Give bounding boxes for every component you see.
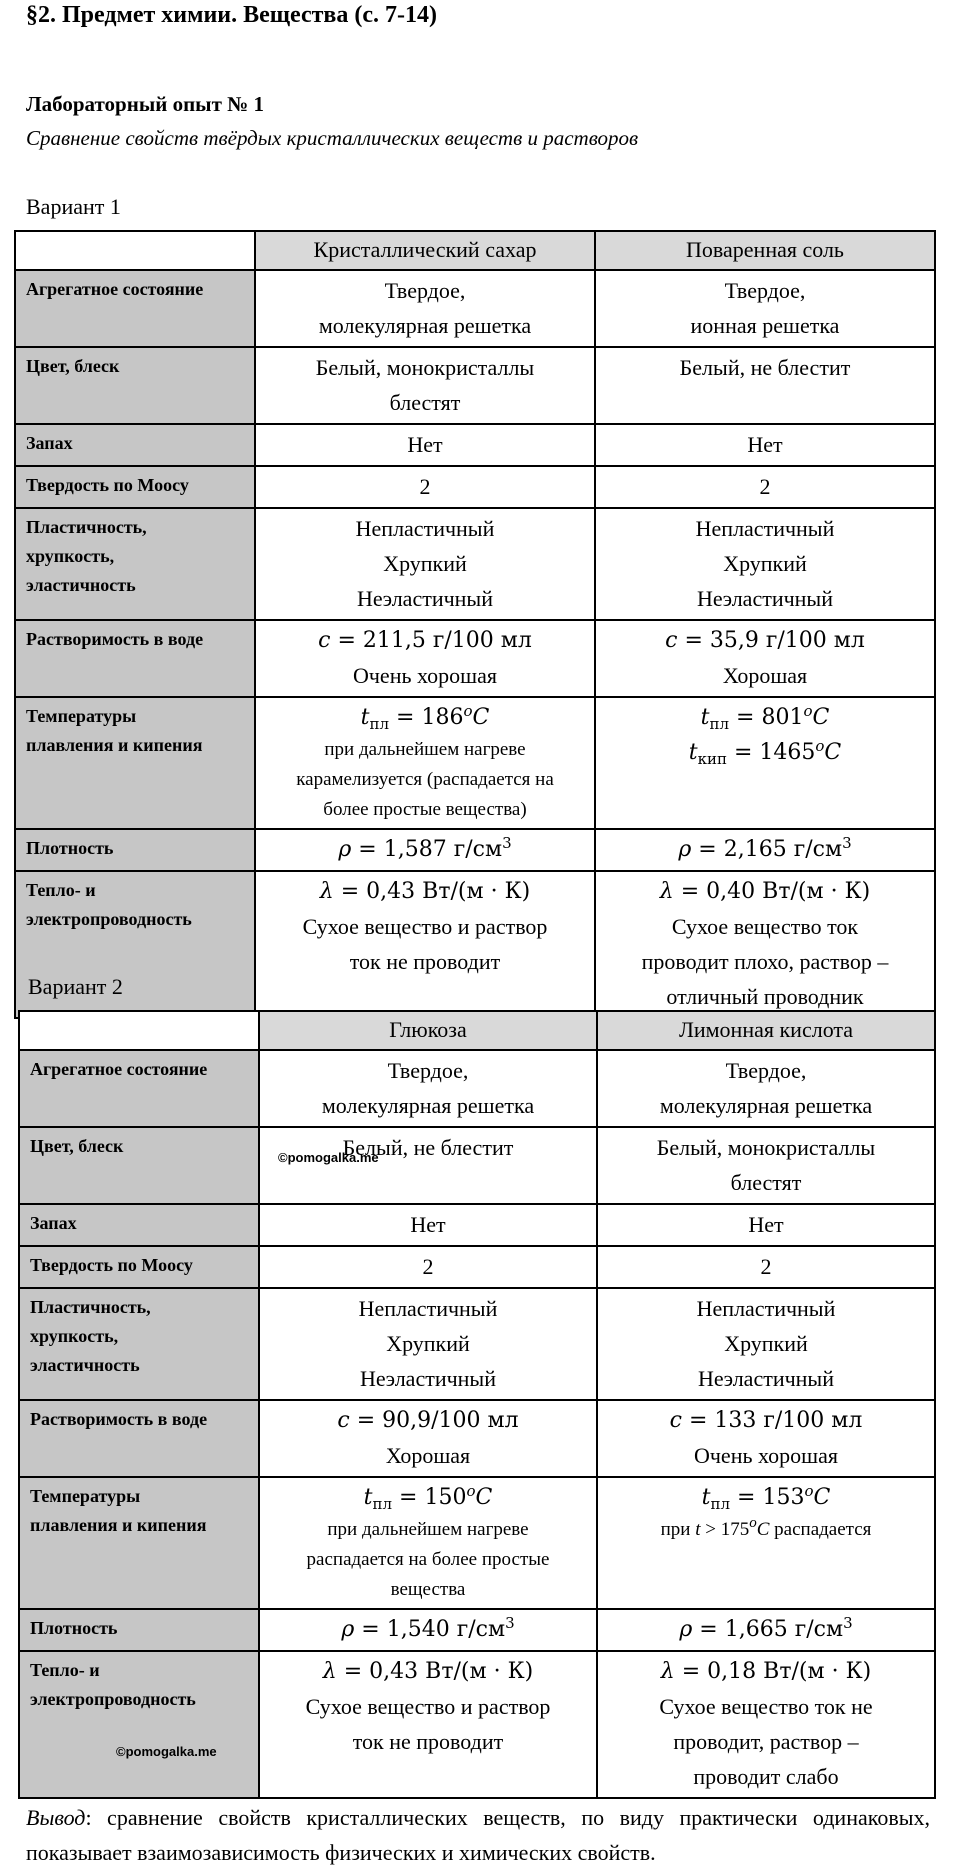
property-label-line: хрупкость, [26, 546, 115, 566]
value-cell [595, 697, 935, 829]
value-line: Хорошая [385, 1443, 471, 1468]
value-line: Твердое, [725, 1058, 807, 1083]
value-line: 2 [422, 1254, 434, 1279]
value-line: Хорошая [722, 663, 808, 688]
property-label: Растворимость в воде [19, 1400, 259, 1477]
property-label-line: Пластичность, [26, 517, 147, 537]
value-line: Белый, не блестит [679, 355, 851, 380]
variant-2-label: Вариант 2 [28, 974, 123, 999]
value-line: молекулярная решетка [321, 1093, 535, 1118]
value-cell [597, 1246, 935, 1288]
value-line: 2 [759, 474, 771, 499]
watermark-1: ©pomogalka.me [278, 1150, 379, 1165]
value-cell [259, 1651, 597, 1798]
value-line: ток не проводит [349, 949, 501, 974]
value-line: c = 211,5 г/100 мл [318, 628, 532, 653]
value-cell [595, 620, 935, 697]
value-cell [597, 1609, 935, 1651]
value-line: блестят [730, 1170, 802, 1195]
value-cell [255, 697, 595, 829]
value-line: проводит слабо [693, 1764, 839, 1789]
value-line: λ = 0,43 Вт/(м · К) [319, 879, 531, 904]
value-cell [595, 871, 935, 1018]
value-line: Очень хорошая [693, 1443, 838, 1468]
value-line: Нет [747, 432, 783, 457]
value-line: Хрупкий [383, 551, 467, 576]
value-line: вещества [390, 1579, 466, 1600]
value-line: ток не проводит [352, 1729, 504, 1754]
table-row-color [15, 347, 935, 424]
value-line: λ = 0,40 Вт/(м · К) [659, 879, 871, 904]
value-cell [595, 424, 935, 466]
value-line: более простые вещества) [323, 799, 527, 820]
value-line: 2 [419, 474, 431, 499]
header-corner-cell [19, 1011, 259, 1050]
property-label-line: хрупкость, [30, 1326, 119, 1346]
property-label: Цвет, блеск [15, 347, 255, 424]
value-cell [259, 1477, 597, 1609]
property-label [15, 508, 255, 620]
value-line: Непластичный [358, 1296, 498, 1321]
table-row-density [15, 829, 935, 871]
table-row-solubility [19, 1400, 935, 1477]
property-label [19, 1477, 259, 1609]
property-label-line: эластичность [26, 575, 136, 595]
column-header: Лимонная кислота [597, 1011, 935, 1050]
property-label-line: плавления и кипения [30, 1515, 207, 1535]
property-label: Цвет, блеск [19, 1127, 259, 1204]
value-line: Неэластичный [357, 586, 493, 611]
value-line: Непластичный [695, 516, 835, 541]
value-line: блестят [389, 390, 461, 415]
value-cell [595, 829, 935, 871]
header-row [19, 1011, 935, 1050]
property-label: Плотность [15, 829, 255, 871]
lab-subtitle: Сравнение свойств твёрдых кристаллических веществ и растворов [26, 126, 639, 150]
property-label-line: Тепло- и [30, 1660, 100, 1680]
property-label: Запах [15, 424, 255, 466]
value-cell [595, 270, 935, 347]
variant-2-table [18, 1010, 936, 1799]
value-line: Хрупкий [724, 1331, 808, 1356]
value-line: ρ = 1,665 $г/см^3$ [679, 1614, 853, 1642]
value-line: $t_{пл} = 150^oC$ [363, 1482, 493, 1513]
column-header: Поваренная соль [595, 231, 935, 270]
value-line: c = 133 г/100 мл [669, 1408, 863, 1433]
conclusion [26, 1800, 930, 1870]
value-line: c = 35,9 г/100 мл [665, 628, 865, 653]
property-label: Запах [19, 1204, 259, 1246]
property-label-line: Тепло- и [26, 880, 96, 900]
value-line: Твердое, [724, 278, 806, 303]
table-row-solubility [15, 620, 935, 697]
value-line: 2 [760, 1254, 772, 1279]
value-line: $t_{пл} = 801^oC$ [700, 702, 830, 733]
value-line: Твердое, [384, 278, 466, 303]
value-line: при дальнейшем нагреве [324, 739, 526, 760]
value-line: Белый, монокристаллы [656, 1135, 876, 1160]
property-label [15, 697, 255, 829]
table-row-conductivity [15, 871, 935, 1018]
value-line: ρ = 1,540 $г/см^3$ [341, 1614, 515, 1642]
value-cell [255, 466, 595, 508]
value-line: проводит плохо, раствор – [641, 949, 889, 974]
value-line: Нет [748, 1212, 784, 1237]
value-line: Сухое вещество и раствор [305, 1694, 551, 1719]
value-cell [597, 1204, 935, 1246]
value-line: при $t > 175^oC$ распадается [660, 1515, 872, 1540]
property-label: Растворимость в воде [15, 620, 255, 697]
value-line: ρ = 2,165 $г/см^3$ [678, 834, 852, 862]
value-cell [255, 347, 595, 424]
value-cell [597, 1400, 935, 1477]
conclusion-text: : сравнение свойств кристаллических веществ, по виду практически одинаковых, показывает взаимозависимость физических и химических свойств. [26, 1805, 930, 1865]
table-row-conductivity [19, 1651, 935, 1798]
table-row-smell [15, 424, 935, 466]
property-label [19, 1651, 259, 1798]
value-line: Нет [410, 1212, 446, 1237]
property-label: Агрегатное состояние [19, 1050, 259, 1127]
value-line: отличный проводник [666, 984, 864, 1009]
table-row-color [19, 1127, 935, 1204]
value-cell [597, 1651, 935, 1798]
property-label-line: эластичность [30, 1355, 140, 1375]
table-row-state [19, 1050, 935, 1127]
property-label: Твердость по Моосу [15, 466, 255, 508]
value-line: карамелизуется (распадается на [296, 769, 554, 790]
table-row-state [15, 270, 935, 347]
value-line: ионная решетка [690, 313, 840, 338]
value-cell [597, 1127, 935, 1204]
table-row-density [19, 1609, 935, 1651]
value-cell [259, 1246, 597, 1288]
value-cell [255, 270, 595, 347]
value-line: $t_{пл} = 186^oC$ [360, 702, 490, 733]
property-label: Агрегатное состояние [15, 270, 255, 347]
property-label-line: Температуры [26, 706, 137, 726]
property-label-line: электропроводность [26, 909, 192, 929]
value-line: Непластичный [355, 516, 495, 541]
value-cell [255, 508, 595, 620]
column-header: Кристаллический сахар [255, 231, 595, 270]
value-cell [259, 1400, 597, 1477]
value-cell [255, 620, 595, 697]
value-line: c = 90,9/100 мл [337, 1408, 519, 1433]
value-line: Сухое вещество и раствор [302, 914, 548, 939]
value-cell [595, 347, 935, 424]
value-line: Непластичный [696, 1296, 836, 1321]
value-cell [597, 1288, 935, 1400]
value-line: Неэластичный [698, 1366, 834, 1391]
value-cell [259, 1050, 597, 1127]
value-line: $t_{пл} = 153^oC$ [701, 1482, 831, 1513]
value-line: Белый, не блестит [342, 1135, 514, 1160]
header-row [15, 231, 935, 270]
property-label [19, 1288, 259, 1400]
value-cell [259, 1204, 597, 1246]
value-line: Твердое, [387, 1058, 469, 1083]
value-cell [597, 1050, 935, 1127]
value-cell [597, 1477, 935, 1609]
value-line: λ = 0,18 Вт/(м · К) [660, 1659, 872, 1684]
value-line: Хрупкий [723, 551, 807, 576]
table-row-plasticity [19, 1288, 935, 1400]
page-title: §2. Предмет химии. Вещества (с. 7-14) [26, 2, 438, 28]
value-line: Очень хорошая [352, 663, 497, 688]
value-line: Белый, монокристаллы [315, 355, 535, 380]
property-label-line: электропроводность [30, 1689, 196, 1709]
value-line: Неэластичный [697, 586, 833, 611]
watermark-2: ©pomogalka.me [116, 1744, 217, 1759]
value-line: Сухое вещество ток не [659, 1694, 873, 1719]
value-line: Нет [407, 432, 443, 457]
value-line: Хрупкий [386, 1331, 470, 1356]
variant-1-label: Вариант 1 [26, 194, 121, 219]
property-label: Плотность [19, 1609, 259, 1651]
conclusion-lead: Вывод [26, 1805, 86, 1830]
property-label-line: Пластичность, [30, 1297, 151, 1317]
value-line: $t_{кип} = 1465^oC$ [688, 737, 842, 768]
property-label: Твердость по Моосу [19, 1246, 259, 1288]
value-line: λ = 0,43 Вт/(м · К) [322, 1659, 534, 1684]
table-row-temps [19, 1477, 935, 1609]
table-row-hardness [15, 466, 935, 508]
value-line: Сухое вещество ток [671, 914, 859, 939]
value-cell [259, 1127, 597, 1204]
value-line: Неэластичный [360, 1366, 496, 1391]
column-header: Глюкоза [259, 1011, 597, 1050]
table-row-temps [15, 697, 935, 829]
value-line: распадается на более простые [306, 1549, 550, 1570]
header-corner-cell [15, 231, 255, 270]
variant-1-table [14, 230, 936, 1019]
value-line: проводит, раствор – [673, 1729, 859, 1754]
table-row-smell [19, 1204, 935, 1246]
value-cell [595, 508, 935, 620]
value-cell [259, 1288, 597, 1400]
property-label-line: Температуры [30, 1486, 141, 1506]
value-cell [255, 871, 595, 1018]
property-label-line: плавления и кипения [26, 735, 203, 755]
value-line: молекулярная решетка [659, 1093, 873, 1118]
table-row-hardness [19, 1246, 935, 1288]
value-line: при дальнейшем нагреве [327, 1519, 529, 1540]
value-cell [255, 829, 595, 871]
value-line: молекулярная решетка [318, 313, 532, 338]
value-cell [595, 466, 935, 508]
value-cell [259, 1609, 597, 1651]
value-cell [255, 424, 595, 466]
table-row-plasticity [15, 508, 935, 620]
lab-title: Лабораторный опыт № 1 [26, 92, 264, 116]
value-line: ρ = 1,587 $г/см^3$ [338, 834, 512, 862]
